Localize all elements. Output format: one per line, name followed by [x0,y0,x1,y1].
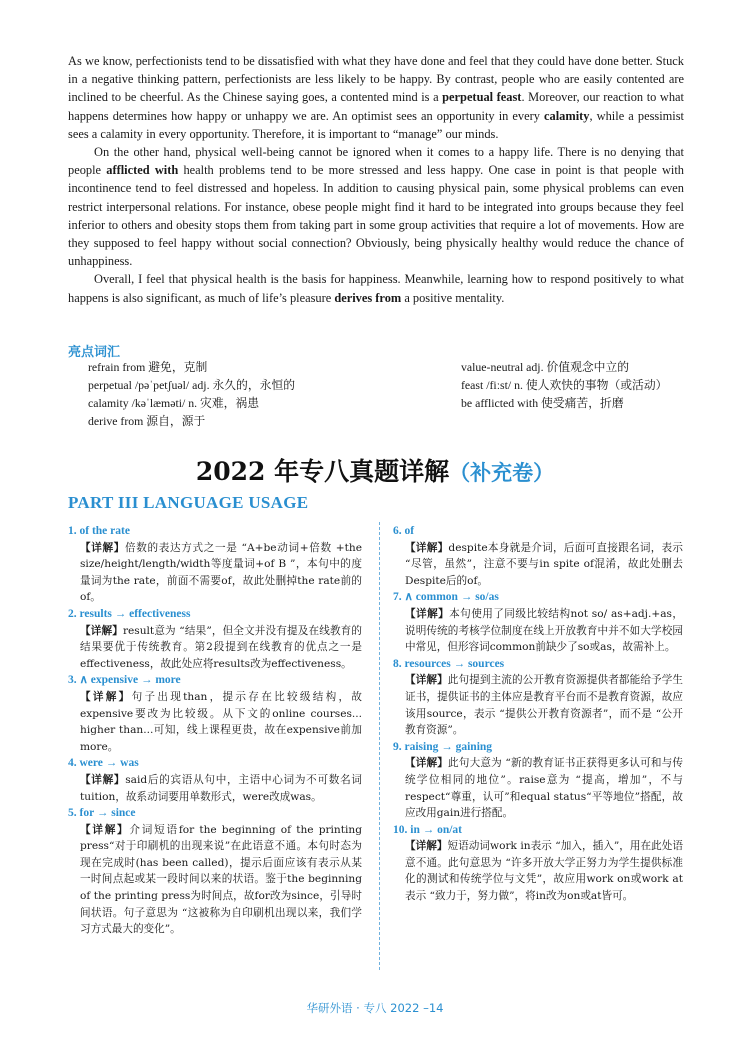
explanation-text: 句子出现than，提示存在比较级结构，故expensive要改为比较级。从下文的online courses... higher than...可知，线上课程更贵，故在expensive前加more。 [80,690,363,753]
essay [68,52,684,307]
answer-heading: 3. ∧ expensive → more [68,674,181,687]
essay-text: health problems tend to be more stressed and less happy. One case in point is that people with incontinence tend to feel distressed and hopeless. In addition to causing physical pain, some physical problems can even restrict interpersonal relations. For instance, obese people might find it hard to be integrated into groups because they feel inferior to others and obesity stops them from taking part in some group activities that require a lot of movements. How are they supposed to feel happy without social connection? Obviously, being physically healthy would reduce the chance of unhappiness. [68,163,684,269]
essay-text: On the other hand, physical well-being cannot be ignored when it comes to a happy life. There is no denying that people [68,145,684,178]
explanation-tag: 【详解】 [80,773,126,786]
page-footer: 华研外语 · 专八 2022 –14 [306,1001,444,1015]
explanation-text: 此句提到主流的公开教育资源提供者都能给予学生证书，提供证书的主体应是教育平台而不是教育资源，故应该用source，表示 “提供公开教育资源者”，而不是 “公开教育资源”。 [405,674,684,737]
answer-item [393,822,683,905]
explanation-text: despite本身就是介词，后面可直接跟名词，表示 “尽管，虽然”，注意不要与in spite of混淆，故此处删去Despite后的of。 [405,541,683,587]
answer-explanation [393,838,683,904]
answers-right-column [393,523,683,905]
section-title [0,452,750,488]
answer-explanation [393,755,683,821]
explanation-text: 此句大意为 “新的教育证书正获得更多认可和与传统学位相同的地位”。raise意为 “提高，增加”，不与respect“尊重，认可”和equal status“平等地位”搭配，故应改用gain进行搭配。 [405,757,683,820]
vocab-item: calamity /kəˈlæməti/ n. 灾难，祸患 [88,396,260,410]
section-title-main: 2022 年专八真题详解 [195,457,450,486]
explanation-tag: 【详解】 [405,674,448,687]
vocab-item: derive from 源自，源于 [88,414,206,428]
answers-left-column [68,523,362,938]
essay-paragraph [68,270,684,306]
vocab-item: refrain from 避免，克制 [88,360,208,374]
answer-item [68,523,362,606]
vocab-item: feast /fiːst/ n. 使人欢快的事物（或活动） [461,378,668,392]
essay-text: As we know, perfectionists tend to be dissatisfied with what they have done and feel that they could have done better. Stuck in a negative thinking pattern, perfectionists are less likely to be happy. By contrast, people who are easily contented are inclined to be cheerful. As the Chinese saying goes, a contented mind is a [68,54,684,105]
explanation-tag: 【详解】 [405,757,449,770]
answer-explanation [393,672,683,738]
column-divider [379,522,381,970]
vocab-item: be afflicted with 使受痛苦，折磨 [461,396,624,410]
answer-heading: 10. in → on/at [393,823,463,836]
answer-explanation [68,822,362,938]
vocab-title: 亮点词汇 [68,345,121,360]
essay-text: Overall, I feel that physical health is the basis for happiness. Meanwhile, learning how to respond positively to what happens is also significant, as much of life’s pleasure [68,272,684,305]
answer-heading: 8. resources → sources [393,657,505,670]
vocab-left-column [88,358,448,430]
answer-item [68,755,362,805]
answer-item [393,739,683,822]
highlight-phrase: perpetual feast [442,90,522,105]
answer-item [393,523,683,589]
answer-item [68,672,362,755]
explanation-tag: 【详解】 [80,823,130,836]
highlight-phrase: calamity [544,108,590,123]
answer-heading: 7. ∧ common → so/as [393,591,499,604]
explanation-tag: 【详解】 [80,690,132,703]
vocab-item: perpetual /pəˈpetʃuəl/ adj. 永久的，永恒的 [88,378,296,392]
answer-explanation [68,772,362,805]
explanation-text: 介词短语for the beginning of the printing press“对于印刷机的出现来说”在此语意不通。本句时态为现在完成时(has been called)，提示后面应该有表示从某一时间点起或某一段时间以来的状语。鉴于the beginning of the printing press为时间点，故for改为since，引导时间状语。句子意思为 “这被称为自印刷机出现以来，我们学习方式最大的变化”。 [80,823,362,936]
answer-heading: 6. of [393,525,415,537]
highlight-phrase: afflicted with [106,163,179,178]
answer-item [68,805,362,938]
answer-explanation [68,623,362,673]
answer-heading: 4. were → was [68,757,139,770]
explanation-text: result意为 “结果”，但全文并没有提及在线教育的结果要优于传统教育。第2段提到在线教育的优点之一是effectiveness，故此处应将results改为effectiveness。 [80,624,363,670]
essay-paragraph [68,143,684,270]
answer-explanation [68,689,362,755]
highlight-phrase: derives from [334,290,402,305]
section-title-sub: （补充卷） [449,460,555,485]
answer-item [393,589,683,655]
explanation-text: 短语动词work in表示 “加入，插入”，用在此处语意不通。此句意思为 “许多开放大学正努力为学生提供标准化的测试和传统学位与文凭”，故应用work on或work at表示 “致力于，努力做”，将in改为on或at皆可。 [405,840,683,903]
answer-heading: 5. for → since [68,807,136,820]
answer-item [393,656,683,739]
essay-text: a positive mentality. [401,290,505,305]
vocab-item: value-neutral adj. 价值观念中立的 [461,360,630,374]
explanation-text: said后的宾语从句中，主语中心词为不可数名词tuition，故系动词要用单数形式，were改成was。 [80,773,363,803]
answer-heading: 1. of the rate [68,525,130,537]
part-heading: PART III LANGUAGE USAGE [68,493,309,512]
essay-text: , while a pessimist sees a calamity in every opportunity. Therefore, it is important to “manage” our minds. [68,108,685,141]
explanation-tag: 【详解】 [405,840,448,853]
vocab-right-column [461,358,721,412]
answer-explanation [393,540,683,590]
explanation-tag: 【详解】 [405,607,450,620]
explanation-tag: 【详解】 [405,541,449,554]
essay-text: . Moreover, our reaction to what happens determines how happy or unhappy we are. An optimist sees an opportunity in every [68,90,684,123]
answer-item [68,606,362,672]
answer-heading: 2. results → effectiveness [68,607,191,620]
answer-explanation [393,606,683,656]
explanation-tag: 【详解】 [80,541,126,554]
answer-heading: 9. raising → gaining [393,740,493,753]
explanation-text: 倍数的表达方式之一是 “A+be动词+倍数 +the size/height/length/width等度量词+of B ”，本句中的度量词为the rate，前面不需要of，故此处删掉the rate前的of。 [80,541,362,604]
essay-paragraph [68,52,684,143]
explanation-text: 本句使用了同级比较结构not so/ as+adj.+as，说明传统的考核学位制度在线上开放教育中并不如大学校园中常见，但形容词common前缺少了so或as，故需补上。 [405,607,683,654]
explanation-tag: 【详解】 [80,624,123,637]
answer-explanation [68,540,362,606]
